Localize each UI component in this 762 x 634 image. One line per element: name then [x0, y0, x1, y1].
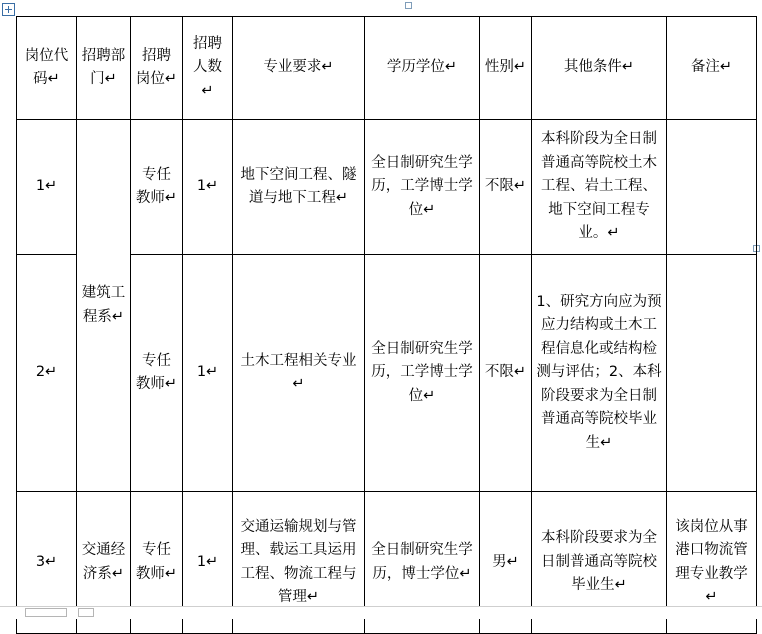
- cell-headcount: 1↵: [183, 255, 233, 492]
- header-cell-headcount: 招聘人数↵: [183, 17, 233, 120]
- header-cell-other: 其他条件↵: [532, 17, 667, 120]
- cell-major: 地下空间工程、隧道与地下工程↵: [233, 120, 365, 255]
- status-bar: [0, 606, 762, 619]
- cell-degree: 全日制研究生学历，工学博士学位↵: [365, 255, 480, 492]
- table-header-row: [17, 17, 757, 120]
- cell-code: 3↵: [17, 492, 77, 634]
- cell-other: 本科阶段要求为全日制普通高等院校毕业生↵: [532, 492, 667, 634]
- cell-department: 建筑工程系↵: [77, 120, 131, 492]
- recruitment-table: [16, 16, 757, 634]
- top-resize-handle[interactable]: [405, 2, 412, 9]
- cell-major: 土木工程相关专业↵: [233, 255, 365, 492]
- cell-code: 2↵: [17, 255, 77, 492]
- cell-degree: 全日制研究生学历，工学博士学位↵: [365, 120, 480, 255]
- cell-remark: [667, 255, 757, 492]
- header-cell-position: 招聘岗位↵: [131, 17, 183, 120]
- header-cell-remark: 备注↵: [667, 17, 757, 120]
- cell-gender: 男↵: [480, 492, 532, 634]
- cell-remark: [667, 120, 757, 255]
- cell-gender: 不限↵: [480, 120, 532, 255]
- cell-major: 交通运输规划与管理、载运工具运用工程、物流工程与管理↵: [233, 492, 365, 634]
- cell-other: 本科阶段为全日制普通高等院校土木工程、岩土工程、地下空间工程专业。↵: [532, 120, 667, 255]
- header-cell-major: 专业要求↵: [233, 17, 365, 120]
- move-handle-icon[interactable]: [2, 3, 15, 16]
- cell-position: 专任教师↵: [131, 255, 183, 492]
- cell-position: 专任教师↵: [131, 492, 183, 634]
- header-cell-degree: 学历学位↵: [365, 17, 480, 120]
- cell-remark: 该岗位从事港口物流管理专业教学↵: [667, 492, 757, 634]
- table-row: [17, 120, 757, 255]
- cell-headcount: 1↵: [183, 492, 233, 634]
- status-bar-field: [25, 608, 67, 617]
- cell-degree: 全日制研究生学历，博士学位↵: [365, 492, 480, 634]
- cell-code: 1↵: [17, 120, 77, 255]
- cell-headcount: 1↵: [183, 120, 233, 255]
- cell-other: 1、研究方向应为预应力结构或土木工程信息化或结构检测与评估；2、本科阶段要求为全日制普通高等院校毕业生↵: [532, 255, 667, 492]
- cell-gender: 不限↵: [480, 255, 532, 492]
- cell-department: 交通经济系↵: [77, 492, 131, 634]
- header-cell-department: 招聘部门↵: [77, 17, 131, 120]
- cell-position: 专任教师↵: [131, 120, 183, 255]
- status-bar-field-small: [78, 608, 94, 617]
- header-cell-gender: 性别↵: [480, 17, 532, 120]
- header-cell-code: 岗位代码↵: [17, 17, 77, 120]
